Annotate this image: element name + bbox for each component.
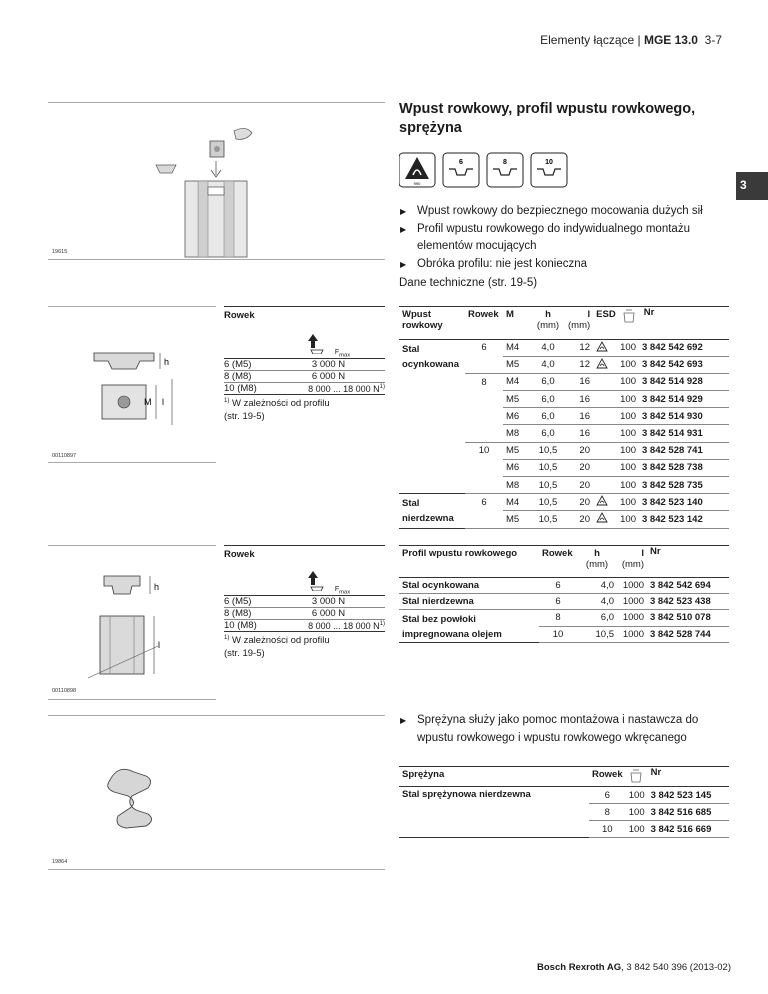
spring-table: Sprężyna Rowek Nr Stal sprężynowa nierdzewna 6 100 3 842 523 145 8 100 3 842 516 685 10 100 3 842 516 669 — [399, 766, 729, 838]
m-cell: M5 — [503, 356, 531, 373]
force-table-1: Rowek $F_{max}$ 6 (M5) 3 000 N 8 (M8) 6 000 N 10 (M8) 8 000 ... 18 000 $N^{1)}$ $^{1)}$ W zależności od profilu (str. 19-5) — [224, 306, 385, 423]
profile-table: Profil wpustu rowkowego Rowek h (mm) l (mm) Nr Stal ocynkowana 6 4,0 1000 3 842 542 694 Stal nierdzewna 6 4,0 1000 3 842 523 438 Stal bez powłoki impregnowana olejem 8 6,0 1000 3 842 510 078 10 10,5 1000 3 842 528 744 — [399, 545, 729, 643]
box-icon — [622, 309, 636, 323]
rowek-cell — [465, 391, 503, 408]
h-cell: 10,5 — [531, 477, 565, 494]
t-nut-assembly-illustration — [48, 103, 385, 259]
force-col-header: Rowek — [224, 310, 255, 321]
nr-cell: 3 842 514 928 — [639, 373, 729, 390]
qty-cell: 100 — [617, 442, 639, 459]
svg-text:6: 6 — [459, 159, 463, 166]
m-cell: M5 — [503, 391, 531, 408]
esd-icon — [596, 358, 608, 369]
qty-cell: 100 — [617, 425, 639, 442]
t-nut-table: Wpust rowkowy Rowek M h (mm) l (mm) ESD Nr Stal ocynkowana 6 M4 4,0 12 100 3 842 542 692 M5 4,0 12 100 3 842 542 693 8 M4 6,0 16 100 3 842 514 928 M5 6,0 16 100 3 842 514 929 M6 6,0 16 100 3 842 514 930 M8 6,0 16 100 3 842 514 931 10 M5 10,5 20 100 3 842 528 741 M6 10,5 20 100 3 842 528 738 M8 10,5 20 100 3 842 528 735 Stal nierdzewna 6 M4 10,5 20 100 3 842 523 140 M5 10,5 20 100 3 842 523 142 — [399, 306, 729, 529]
groove-6-icon — [443, 153, 479, 187]
nr-cell: 3 842 516 669 — [648, 821, 729, 838]
icon-row — [399, 151, 579, 193]
bullet-item: ▶ Sprężyna służy jako pomoc montażowa i nastawcza do wpustu rowkowego i wpustu rowkowego wkręcanego — [399, 712, 729, 747]
bullet-item: ▶ Wpust rowkowy do bezpiecznego mocowania dużych sił — [399, 203, 729, 221]
arrow-up-icon — [307, 332, 333, 354]
esd-cell — [593, 356, 617, 373]
h-cell: 4,0 — [531, 339, 565, 356]
rowek-cell: 6 — [589, 787, 626, 804]
qty-cell: 100 — [617, 477, 639, 494]
header-code: MGE 13.0 — [643, 33, 698, 47]
arrow-up-icon — [307, 569, 333, 591]
table-row — [399, 494, 729, 511]
t-nut-dimension-drawing — [48, 307, 216, 462]
l-cell: 16 — [565, 391, 593, 408]
header-page: 3-7 — [704, 33, 722, 47]
m-cell: M8 — [503, 425, 531, 442]
h-cell: 10,5 — [531, 494, 565, 511]
page-title: Wpust rowkowy, profil wpustu rowkowego, sprężyna — [399, 101, 696, 136]
rowek-cell: 8 — [589, 804, 626, 821]
svg-text:h: h — [154, 582, 160, 592]
qty-cell: 100 — [617, 391, 639, 408]
h-cell: 6,0 — [531, 425, 565, 442]
esd-icon — [596, 495, 608, 506]
l-cell: 12 — [565, 356, 593, 373]
figure-4 — [48, 715, 385, 870]
qty-cell: 100 — [617, 408, 639, 425]
esd-icon — [596, 512, 608, 523]
bullet-item: ▶ Profil wpustu rowkowego do indywidualnego montażu elementów mocujących — [399, 221, 729, 256]
rowek-cell: 10 — [478, 445, 490, 457]
svg-text:8: 8 — [503, 159, 507, 166]
qty-cell: 100 — [617, 339, 639, 356]
material-cell: Stal ocynkowana — [402, 343, 460, 370]
force-table-2: Rowek $F_{max}$ 6 (M5) 3 000 N 8 (M8) 6 000 N 10 (M8) 8 000 ... 18 000 $N^{1)}$ $^{1)}$ W zależności od profilu (str. 19-5) — [224, 545, 385, 660]
fmax-icon: $F_{max}$ — [272, 307, 385, 359]
esd-cell — [593, 442, 617, 459]
l-cell: 16 — [565, 408, 593, 425]
nr-cell: 3 842 516 685 — [648, 804, 729, 821]
chapter-tab: 3 — [736, 172, 768, 200]
table-row — [399, 339, 729, 356]
qty-cell: 100 — [617, 373, 639, 390]
l-cell: 12 — [565, 339, 593, 356]
rowek-cell — [465, 425, 503, 442]
page-header — [540, 33, 722, 47]
esd-cell — [593, 408, 617, 425]
nr-cell: 3 842 528 738 — [639, 459, 729, 476]
m-cell: M5 — [503, 511, 531, 528]
figure-number: 00110898 — [52, 688, 77, 694]
svg-text:l: l — [158, 640, 160, 650]
figure-number: 00110897 — [52, 453, 77, 459]
esd-and-groove-icons — [399, 151, 579, 193]
h-cell: 6,0 — [531, 373, 565, 390]
h-cell: 4,0 — [531, 356, 565, 373]
l-cell: 1000 — [617, 610, 647, 627]
table-row — [399, 594, 729, 610]
l-cell: 16 — [565, 425, 593, 442]
header-section: Elementy łączące | — [540, 33, 644, 47]
t-nut-profile-drawing — [48, 546, 216, 699]
groove-8-icon — [487, 153, 523, 187]
esd-cell — [593, 511, 617, 528]
feature-bullets — [399, 203, 729, 273]
nr-cell: 3 842 523 145 — [648, 787, 729, 804]
nr-cell: 3 842 528 735 — [639, 477, 729, 494]
m-cell: M4 — [503, 494, 531, 511]
esd-cell — [593, 339, 617, 356]
qty-cell: 100 — [626, 787, 648, 804]
figure-2 — [48, 306, 216, 463]
esd-cell — [593, 373, 617, 390]
h-cell: 10,5 — [531, 442, 565, 459]
l-cell: 1000 — [617, 578, 647, 594]
rowek-cell: 8 — [481, 376, 487, 388]
qty-cell: 100 — [617, 494, 639, 511]
h-cell: 10,5 — [531, 511, 565, 528]
m-cell: M4 — [503, 339, 531, 356]
h-cell: 4,0 — [577, 578, 617, 594]
nr-cell: 3 842 510 078 — [647, 610, 729, 627]
nr-cell: 3 842 514 930 — [639, 408, 729, 425]
rowek-cell: 6 — [481, 497, 487, 509]
table-row — [399, 578, 729, 594]
rowek-cell: 8 — [539, 610, 577, 627]
qty-cell: 100 — [626, 821, 648, 838]
figure-1 — [48, 102, 385, 260]
l-cell: 20 — [565, 477, 593, 494]
spring-bullets — [399, 712, 729, 747]
l-cell: 1000 — [617, 594, 647, 610]
figure-number: 19864 — [52, 859, 68, 865]
h-cell: 4,0 — [577, 594, 617, 610]
material-cell: Stal nierdzewna — [402, 498, 454, 525]
esd-cell — [593, 494, 617, 511]
rowek-cell: 10 — [539, 626, 577, 643]
box-icon — [629, 769, 643, 783]
rowek-cell: 6 — [539, 578, 577, 594]
qty-cell: 100 — [617, 356, 639, 373]
l-cell: 20 — [565, 459, 593, 476]
groove-10-icon — [531, 153, 567, 187]
figure-number: 19615 — [52, 249, 68, 255]
material-cell: Stal bez powłoki impregnowana olejem — [402, 614, 502, 640]
bullet-item: ▶ Obróka profilu: nie jest konieczna — [399, 256, 729, 274]
rowek-cell: 10 — [589, 821, 626, 838]
table-row — [399, 610, 729, 627]
nr-cell: 3 842 528 744 — [647, 626, 729, 643]
l-cell: 20 — [565, 511, 593, 528]
figure-3 — [48, 545, 216, 700]
nr-cell: 3 842 542 693 — [639, 356, 729, 373]
rowek-cell: 6 — [481, 342, 487, 354]
l-cell: 20 — [565, 442, 593, 459]
nr-cell: 3 842 542 694 — [647, 578, 729, 594]
l-cell: 1000 — [617, 626, 647, 643]
page-footer: Bosch Rexroth AG, 3 842 540 396 (2013-02) — [537, 962, 731, 973]
esd-icon — [399, 153, 435, 187]
svg-text:l: l — [162, 397, 164, 407]
nr-cell: 3 842 523 142 — [639, 511, 729, 528]
svg-text:M: M — [144, 397, 152, 407]
svg-text:h: h — [164, 357, 170, 367]
spring-illustration — [48, 716, 385, 869]
force-note: $^{1)}$ W zależności od profilu (str. 19-5) — [224, 398, 330, 423]
material-cell: Stal ocynkowana — [399, 578, 539, 594]
m-cell: M8 — [503, 477, 531, 494]
rowek-cell — [465, 511, 503, 528]
nr-cell: 3 842 514 929 — [639, 391, 729, 408]
h-cell: 6,0 — [577, 610, 617, 627]
force-note: $^{1)}$ W zależności od profilu (str. 19-5) — [224, 635, 330, 660]
rowek-cell: 6 — [539, 594, 577, 610]
h-cell: 10,5 — [577, 626, 617, 643]
nr-cell: 3 842 514 931 — [639, 425, 729, 442]
m-cell: M4 — [503, 373, 531, 390]
rowek-cell — [465, 477, 503, 494]
esd-num: 990 — [413, 181, 421, 186]
table-row — [399, 787, 729, 804]
l-cell: 20 — [565, 494, 593, 511]
technical-data-ref: Dane techniczne (str. 19-5) — [399, 277, 538, 289]
esd-icon — [596, 341, 608, 352]
esd-cell — [593, 477, 617, 494]
h-cell: 10,5 — [531, 459, 565, 476]
material-cell: Stal sprężynowa nierdzewna — [402, 789, 531, 800]
nr-cell: 3 842 523 140 — [639, 494, 729, 511]
qty-cell: 100 — [617, 459, 639, 476]
package-icon — [626, 767, 648, 787]
rowek-cell — [465, 408, 503, 425]
h-cell: 6,0 — [531, 408, 565, 425]
esd-cell — [593, 459, 617, 476]
m-cell: M6 — [503, 459, 531, 476]
fmax-icon: $F_{max}$ — [272, 546, 385, 596]
package-icon — [619, 307, 641, 339]
h-cell: 6,0 — [531, 391, 565, 408]
svg-text:10: 10 — [545, 159, 553, 166]
m-cell: M6 — [503, 408, 531, 425]
esd-cell — [593, 425, 617, 442]
material-cell: Stal nierdzewna — [399, 594, 539, 610]
qty-cell: 100 — [617, 511, 639, 528]
rowek-cell — [465, 356, 503, 373]
rowek-cell — [465, 459, 503, 476]
nr-cell: 3 842 528 741 — [639, 442, 729, 459]
m-cell: M5 — [503, 442, 531, 459]
qty-cell: 100 — [626, 804, 648, 821]
esd-cell — [593, 391, 617, 408]
nr-cell: 3 842 523 438 — [647, 594, 729, 610]
nr-cell: 3 842 542 692 — [639, 339, 729, 356]
l-cell: 16 — [565, 373, 593, 390]
